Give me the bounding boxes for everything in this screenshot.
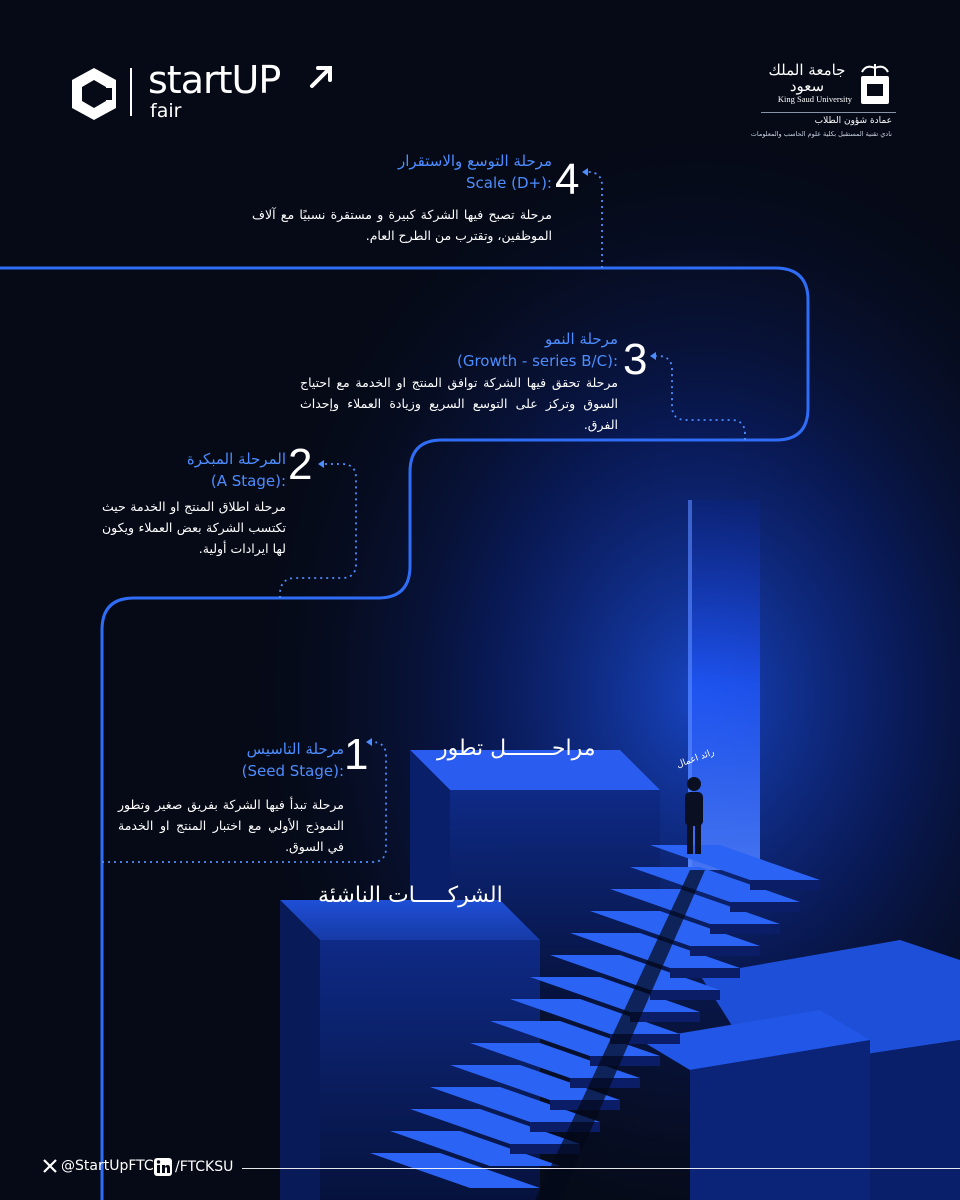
arrow-up-right-icon [306,62,336,92]
stage-title: مرحلة التاسيس [246,740,344,758]
palm-emblem-icon [858,62,892,106]
headline-line-1: مراحـــــــل تطور [437,736,596,761]
stage-title: المرحلة المبكرة [186,450,286,468]
deanship-label: عمادة شؤون الطلاب [814,116,892,126]
stage-subtitle: (A Stage): [210,472,286,490]
stage-number: 3 [623,335,648,384]
stage-title: مرحلة النمو [544,330,618,348]
stage-4 [252,150,552,246]
brand-wordmark: startUP [148,58,281,102]
stage-description: مرحلة تصبح فيها الشركة كبيرة و مستقرة نسبيًا مع آلاف الموظفين، وتقترب من الطرح العام. [252,207,552,243]
stage-number: 1 [344,730,369,779]
stage-description: مرحلة تبدأ فيها الشركة بفريق صغير وتطور النموذج الأولي مع اختبار المنتج او الخدمة في السوق. [118,797,344,854]
x-handle: @StartUpFTC [61,1158,154,1174]
linkedin-handle: /FTCKSU [175,1159,234,1175]
startup-fair-logo [68,60,368,130]
x-logo-icon [42,1158,58,1174]
stage-subtitle: (Seed Stage): [241,762,344,780]
stage-1 [118,738,344,857]
stage-number: 2 [288,440,313,489]
stage-2 [102,448,286,559]
university-name-ar: جامعة الملك سعود [768,61,846,95]
stage-subtitle: (Growth - series B/C): [456,352,618,370]
stage-description: مرحلة تحقق فيها الشركة توافق المنتج او الخدمة مع احتياج السوق وتركز على التوسع السريع وزيادة العملاء وإحداث الفرق. [300,375,618,432]
stage-number: 4 [555,155,580,204]
brand-divider [130,68,132,116]
university-name-en: King Saud University [777,94,852,104]
footer-divider [242,1168,960,1169]
figure-label: رائد اعمال [675,747,716,771]
linkedin-link[interactable] [154,1158,233,1176]
stage-title: مرحلة التوسع والاستقرار [397,152,552,170]
linkedin-icon [154,1158,172,1176]
brand-subtitle: fair [150,100,182,122]
club-label: نادي تقنية المستقبل بكلية علوم الحاسب والمعلومات [750,130,892,138]
headline-line-2: الشركـــــات الناشئة [318,883,503,908]
x-link[interactable] [42,1158,154,1174]
ftc-hex-logo-icon [68,66,120,122]
stage-3 [300,328,618,435]
footer [40,1150,920,1186]
university-logo [726,61,896,138]
stage-subtitle: Scale (D+): [465,174,552,192]
university-divider [761,112,896,113]
stage-description: مرحلة اطلاق المنتج او الخدمة حيث تكتسب الشركة بعض العملاء ويكون لها ايرادات أولية. [102,499,286,556]
